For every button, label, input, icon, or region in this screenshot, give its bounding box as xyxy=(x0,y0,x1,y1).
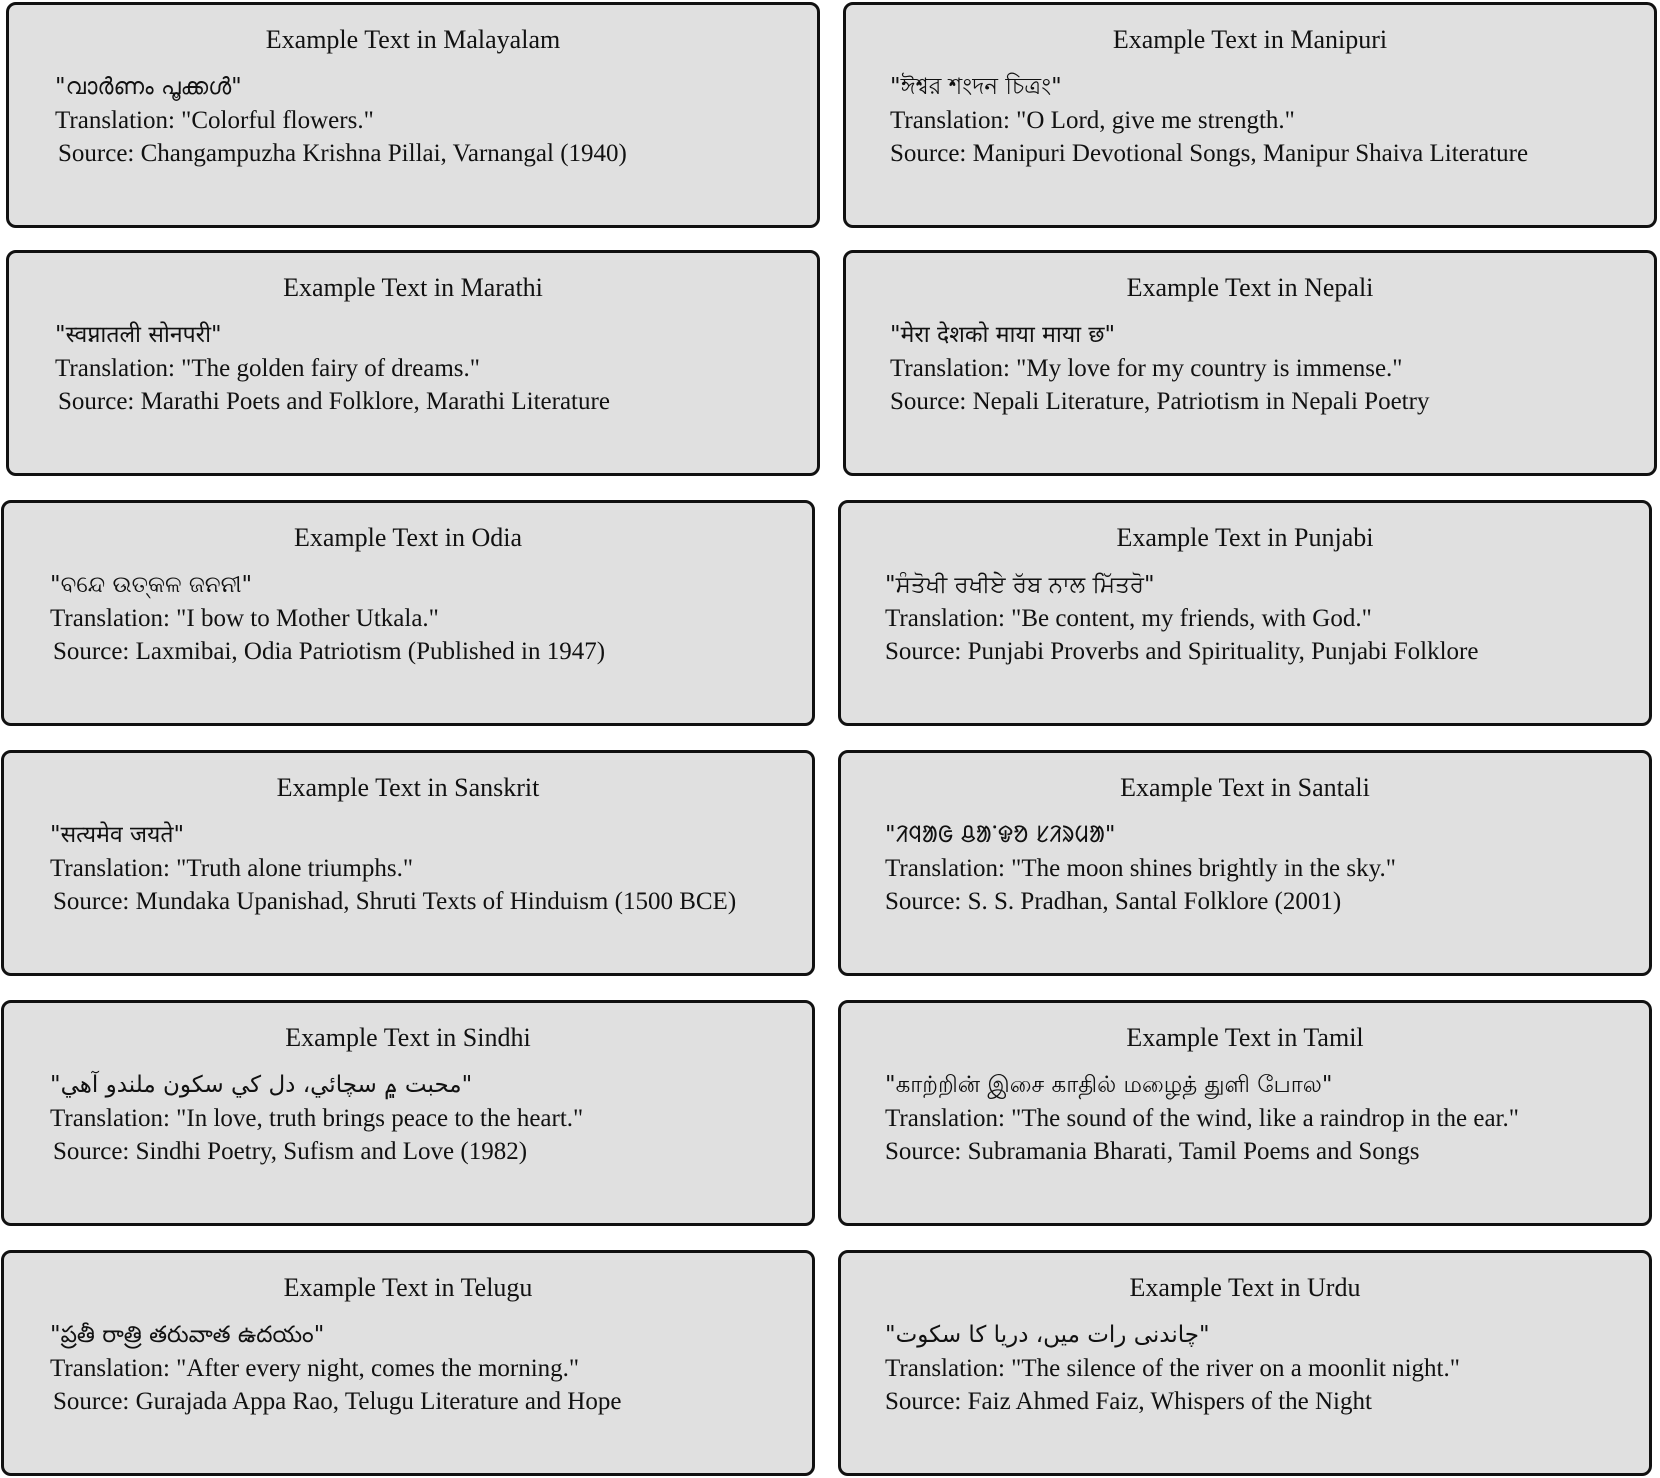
card-nepali xyxy=(843,250,1657,476)
card-marathi xyxy=(6,250,820,476)
source-text: Source: Mundaka Upanishad, Shruti Texts of Hinduism (1500 BCE) xyxy=(53,888,737,915)
translation-text: Translation: "The golden fairy of dreams." xyxy=(55,355,480,382)
card-body xyxy=(885,1319,1621,1418)
translation-text: Translation: "O Lord, give me strength." xyxy=(890,107,1295,134)
card-malayalam xyxy=(6,2,820,228)
card-title: Example Text in Tamil xyxy=(1126,1023,1364,1052)
card-odia xyxy=(1,500,815,726)
card-body xyxy=(890,71,1626,170)
card-body xyxy=(50,569,784,668)
card-body xyxy=(890,319,1626,418)
card-title: Example Text in Sindhi xyxy=(285,1023,531,1052)
card-title: Example Text in Telugu xyxy=(283,1273,533,1302)
card-body xyxy=(55,319,789,418)
source-text: Source: S. S. Pradhan, Santal Folklore (2001) xyxy=(885,888,1342,915)
card-title: Example Text in Nepali xyxy=(1126,273,1374,302)
source-text: Source: Punjabi Proverbs and Spirituality, Punjabi Folklore xyxy=(885,638,1479,665)
source-text: Source: Manipuri Devotional Songs, Manipur Shaiva Literature xyxy=(890,140,1529,167)
card-sanskrit xyxy=(1,750,815,976)
native-text: "ᱤᱧᱟᱜ ᱪᱟᱸᱫᱚ ᱥᱤᱨᱢᱟ" xyxy=(885,822,1116,848)
card-santali xyxy=(838,750,1652,976)
card-telugu xyxy=(1,1250,815,1476)
translation-text: Translation: "Truth alone triumphs." xyxy=(50,855,414,882)
card-sindhi xyxy=(1,1000,815,1226)
card-title: Example Text in Santali xyxy=(1120,773,1370,802)
native-text: "ప్రతీ రాత్రి తరువాత ఉదయం" xyxy=(50,1322,325,1348)
source-text: Source: Changampuzha Krishna Pillai, Varnangal (1940) xyxy=(58,140,627,167)
source-text: Source: Faiz Ahmed Faiz, Whispers of the Night xyxy=(885,1388,1372,1415)
native-text: "காற்றின் இசை காதில் மழைத் துளி போல" xyxy=(885,1072,1333,1098)
translation-text: Translation: "Be content, my friends, with God." xyxy=(885,605,1372,632)
translation-text: Translation: "I bow to Mother Utkala." xyxy=(50,605,439,632)
native-text: "വാർണം പൂക്കൾ" xyxy=(55,74,242,100)
translation-text: Translation: "My love for my country is immense." xyxy=(890,355,1403,382)
native-text: "محبت ۾ سچائي، دل کي سکون ملندو آهي" xyxy=(50,1072,473,1098)
source-text: Source: Sindhi Poetry, Sufism and Love (1982) xyxy=(53,1138,528,1165)
card-urdu xyxy=(838,1250,1652,1476)
translation-text: Translation: "In love, truth brings peace to the heart." xyxy=(50,1105,584,1132)
translation-text: Translation: "Colorful flowers." xyxy=(55,107,374,134)
native-text: "چاندنی رات میں، دریا کا سکوت" xyxy=(885,1322,1210,1348)
card-title: Example Text in Urdu xyxy=(1129,1273,1361,1302)
native-text: "ବନ୍ଦେ ଉତ୍କଳ ଜନନୀ" xyxy=(50,572,253,598)
card-body xyxy=(50,1319,784,1418)
card-manipuri xyxy=(843,2,1657,228)
native-text: "ঈশ্বর শংদন চিত্রং" xyxy=(890,74,1062,100)
card-title: Example Text in Sanskrit xyxy=(276,773,540,802)
source-text: Source: Gurajada Appa Rao, Telugu Literature and Hope xyxy=(53,1388,622,1415)
card-body xyxy=(885,1069,1621,1168)
source-text: Source: Laxmibai, Odia Patriotism (Published in 1947) xyxy=(53,638,606,665)
card-title: Example Text in Punjabi xyxy=(1116,523,1374,552)
source-text: Source: Marathi Poets and Folklore, Marathi Literature xyxy=(58,388,610,415)
card-body xyxy=(55,71,789,170)
translation-text: Translation: "After every night, comes the morning." xyxy=(50,1355,580,1382)
translation-text: Translation: "The silence of the river on a moonlit night." xyxy=(885,1355,1460,1382)
card-body xyxy=(50,1069,784,1168)
card-punjabi xyxy=(838,500,1652,726)
card-title: Example Text in Manipuri xyxy=(1112,25,1388,54)
translation-text: Translation: "The sound of the wind, like a raindrop in the ear." xyxy=(885,1105,1519,1132)
card-tamil xyxy=(838,1000,1652,1226)
card-body xyxy=(50,819,764,918)
card-title: Example Text in Malayalam xyxy=(265,25,561,54)
native-text: "सत्यमेव जयते" xyxy=(50,822,185,848)
card-title: Example Text in Marathi xyxy=(283,273,543,302)
translation-text: Translation: "The moon shines brightly in the sky." xyxy=(885,855,1396,882)
native-text: "ਸੰਤੋਖੀ ਰਖੀਏ ਰੱਬ ਨਾਲ ਮਿੱਤਰੋ" xyxy=(885,572,1155,598)
source-text: Source: Nepali Literature, Patriotism in Nepali Poetry xyxy=(890,388,1430,415)
source-text: Source: Subramania Bharati, Tamil Poems and Songs xyxy=(885,1138,1420,1165)
native-text: "मेरा देशको माया माया छ" xyxy=(890,322,1116,348)
card-title: Example Text in Odia xyxy=(293,523,523,552)
card-body xyxy=(885,569,1621,668)
card-body xyxy=(885,819,1621,918)
native-text: "स्वप्नातली सोनपरी" xyxy=(55,322,222,348)
